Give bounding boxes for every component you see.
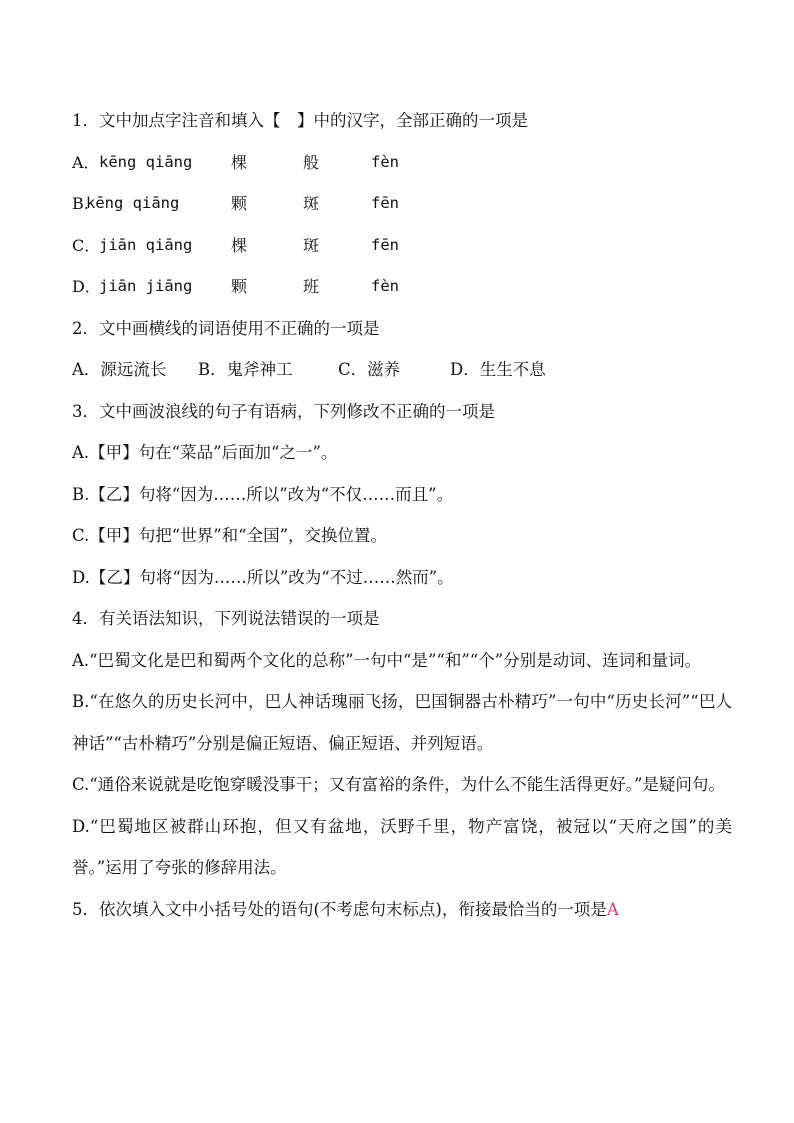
option-letter: A． [72,152,100,172]
option-char-1: 棵 [231,235,248,255]
option-letter: B. [72,194,89,213]
option-letter: C． [72,235,101,255]
option-char-2: 班 [303,277,320,296]
option-pinyin-2: fēn [371,194,399,212]
q5-answer: A [606,899,619,919]
q1-option-c [72,225,732,267]
q4-option-d: D.“巴蜀地区被群山环抱，但又有盆地，沃野千里，物产富饶，被冠以“天府之国”的美誉。”运用了夸张的修辞用法。 [72,816,732,877]
option-pinyin-2: fèn [371,152,399,171]
option-char-1: 棵 [231,152,248,172]
option-char-2: 斑 [303,194,320,213]
option-pinyin-2: fēn [371,235,399,254]
option-char-1: 颗 [231,194,248,213]
option-char-2: 斑 [303,235,320,255]
q2-option-b: B．鬼斧神工 [198,360,293,379]
q2-option-a: A．源远流长 [72,360,167,379]
question-page [72,100,732,930]
q3-option-c: C.【甲】句把“世界”和“全国”，交换位置。 [72,526,388,545]
q5-stem [72,889,732,931]
option-char-1: 颗 [231,277,248,296]
q2-option-d: D．生生不息 [450,360,546,379]
q4-option-a: A.“巴蜀文化是巴和蜀两个文化的总称”一句中“是”“和”“个”分别是动词、连词和量词。 [72,650,702,670]
q1-option-b [72,183,732,225]
option-letter: D． [72,277,101,296]
q3-stem: 3．文中画波浪线的句子有语病，下列修改不正确的一项是 [72,401,495,421]
option-pinyin: jiān qiāng [99,235,193,254]
q1-option-a [72,142,732,184]
q2-options [72,349,732,391]
option-pinyin: jiān jiāng [99,277,193,295]
option-pinyin: kēng qiāng [86,194,180,212]
q4-stem: 4．有关语法知识，下列说法错误的一项是 [72,609,380,628]
q3-option-d: D.【乙】句将“因为……所以”改为“不过……然而”。 [72,567,454,587]
q4-option-b: B.“在悠久的历史长河中，巴人神话瑰丽飞扬，巴国铜器古朴精巧”一句中“历史长河”“巴人神话”“古朴精巧”分别是偏正短语、偏正短语、并列短语。 [72,692,732,753]
q2-stem: 2．文中画横线的词语使用不正确的一项是 [72,318,380,338]
q3-option-b: B.【乙】句将“因为……所以”改为“不仅……而且”。 [72,484,454,504]
q3-option-a: A.【甲】句在“菜品”后面加“之一”。 [72,443,338,462]
q2-option-c: C．滋养 [338,360,401,379]
q5-stem-text: 5．依次填入文中小括号处的语句(不考虑句末标点)，衔接最恰当的一项是 [72,899,607,919]
option-pinyin: kēng qiāng [99,152,193,171]
option-pinyin-2: fèn [371,277,399,295]
q4-option-c: C.“通俗来说就是吃饱穿暖没事干；又有富裕的条件，为什么不能生活得更好。”是疑问句。 [72,775,725,794]
q1-stem: 1．文中加点字注音和填入【 】中的汉字，全部正确的一项是 [72,111,528,130]
option-char-2: 般 [303,152,320,172]
q1-option-d [72,266,732,308]
